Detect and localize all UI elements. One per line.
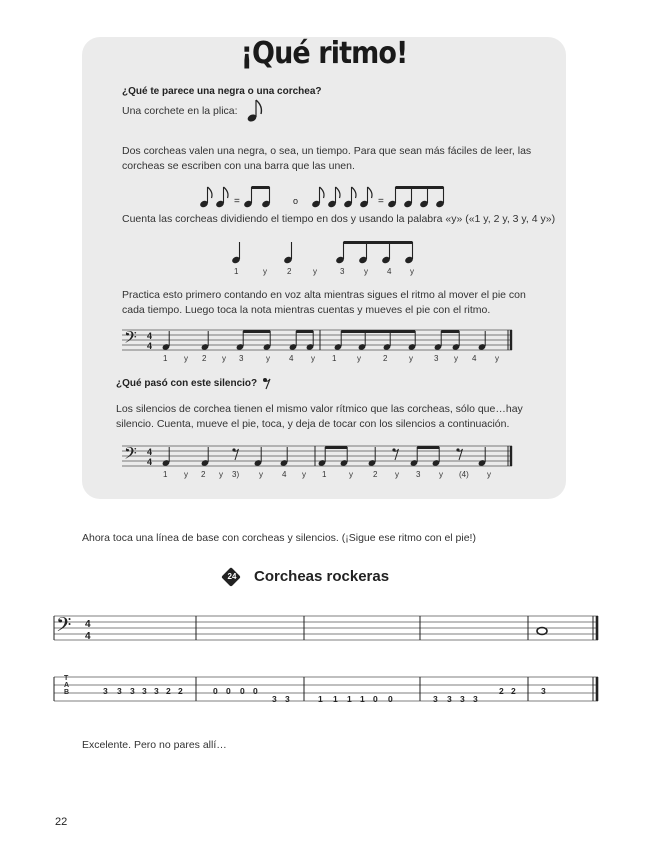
note-beam [441,330,459,333]
count-label: 2 [373,470,378,479]
staff-lines [122,446,512,466]
paragraph-3-line-2: cada tiempo. Luego toca la nota mientras cuentas y mueves el pie con el ritmo. [122,304,491,316]
exercise-title: Corcheas rockeras [254,568,390,585]
question-heading-2: ¿Qué pasó con este silencio? [116,378,258,389]
or-text: o [293,196,299,206]
count-label: 2 [201,470,206,479]
count-label: 4 [387,267,392,276]
tab-number: 1 [347,694,352,704]
bass-staff [54,608,600,648]
count-label: y [259,470,263,479]
tab-number: 3 [130,686,135,696]
bass-clef-icon: 𝄢 [124,443,137,467]
tab-number: 1 [318,694,323,704]
tab-number: 3 [541,686,546,696]
note-beam [325,446,347,449]
count-label: y [263,267,267,276]
eighth-note-icon [246,98,266,126]
paragraph-1-line-1: Dos corcheas valen una negra, o sea, un tiempo. Para que sean más fáciles de leer, las [122,145,532,157]
count-label: y [219,470,223,479]
outro-text: Excelente. Pero no pares allí… [82,739,227,751]
practice-staff-1 [122,326,516,356]
tab-number: 0 [240,686,245,696]
eighth-note-flag-text: Una corchete en la plica: [122,105,238,117]
paragraph-4-line-1: Los silencios de corchea tienen el mismo valor rítmico que las corcheas, sólo que…hay [116,403,523,415]
note-beam [296,330,313,333]
paragraph-4-line-2: silencio. Cuenta, mueve el pie, toca, y deja de tocar con los silencios a continuación. [116,418,510,430]
tab-number: 3 [473,694,478,704]
paragraph-2: Cuenta las corcheas dividiendo el tiempo en dos y usando la palabra «y» («1 y, 2 y, 3 y, 4 y») [122,213,556,225]
counting-example-notes [228,236,428,278]
count-label: y [410,267,414,276]
equals-sign-2: = [378,196,384,207]
tab-number: 3 [117,686,122,696]
time-signature-top: 4 [85,619,91,630]
count-label: 3 [340,267,345,276]
count-label: 3 [416,470,421,479]
intro-text: Ahora toca una línea de base con corcheas y silencios. (¡Sigue ese ritmo con el pie!) [82,532,476,544]
count-label: y [454,354,458,363]
note-beam [341,330,415,333]
practice-staff-2 [122,442,516,472]
tab-clef-letter: A [64,682,70,689]
tab-lines [54,677,598,701]
count-label: (4) [459,470,469,479]
tab-number: 3 [447,694,452,704]
bass-clef-icon: 𝄢 [124,327,137,351]
note-beam [243,330,270,333]
tab-number: 3 [272,694,277,704]
tab-number: 1 [333,694,338,704]
tab-number: 3 [103,686,108,696]
count-label: y [222,354,226,363]
count-label: y [302,470,306,479]
eighth-notes-equation [198,182,458,212]
eighth-rest-icon [262,376,272,390]
count-label: y [184,470,188,479]
count-label: y [313,267,317,276]
count-label: y [364,267,368,276]
count-label: 2 [202,354,207,363]
tab-number: 0 [373,694,378,704]
count-label: 1 [163,354,168,363]
tab-number: 0 [388,694,393,704]
staff-lines [54,616,598,640]
count-label: y [184,354,188,363]
paragraph-3-line-1: Practica esto primero contando en voz alta mientras sigues el ritmo al mover el pie con [122,289,526,301]
count-label: 1 [332,354,337,363]
count-label: y [395,470,399,479]
tab-number: 2 [511,686,516,696]
question-heading-1: ¿Qué te parece una negra o una corchea? [122,86,322,97]
time-signature-bottom: 4 [85,631,91,642]
count-label: 3 [434,354,439,363]
count-label: y [357,354,361,363]
tab-clef-letter: T [64,675,69,682]
count-label: y [311,354,315,363]
four-beamed-eighths [387,186,445,208]
count-label: y [487,470,491,479]
four-flagged-eighths [311,187,372,208]
page-number: 22 [55,816,68,828]
page-title: ¡Qué ritmo! [240,36,408,71]
count-label: 1 [234,267,239,276]
time-signature-bottom: 4 [147,341,153,351]
tab-number: 0 [226,686,231,696]
bass-clef-icon: 𝄢 [56,613,72,641]
tab-number: 1 [360,694,365,704]
count-label: 1 [322,470,327,479]
tab-staff [54,676,600,702]
tab-number: 0 [253,686,258,696]
paragraph-1-line-2: corcheas se escriben con una barra que las unen. [122,160,355,172]
tab-clef-letter: B [64,689,70,696]
tab-number: 3 [285,694,290,704]
equals-sign-1: = [234,196,240,207]
count-label: 4 [472,354,477,363]
count-label: y [439,470,443,479]
tab-number: 3 [433,694,438,704]
count-label: 1 [163,470,168,479]
tab-number: 0 [213,686,218,696]
tab-number: 3 [154,686,159,696]
count-label: y [495,354,499,363]
count-label: 4 [282,470,287,479]
track-number-badge[interactable] [222,568,242,588]
count-label: y [409,354,413,363]
time-signature-top: 4 [147,331,153,341]
tab-number: 2 [166,686,171,696]
track-number: 24 [227,572,237,581]
tab-number: 2 [178,686,183,696]
count-label: 2 [287,267,292,276]
count-label: y [266,354,270,363]
flagged-eighth-notes [199,187,228,208]
tab-number: 2 [499,686,504,696]
time-signature-bottom: 4 [147,457,153,467]
whole-note [537,628,547,635]
count-label: 4 [289,354,294,363]
tab-number: 3 [460,694,465,704]
count-label: 3) [232,470,240,479]
count-label: y [349,470,353,479]
beamed-eighth-notes [243,186,271,208]
count-label: 2 [383,354,388,363]
time-signature-top: 4 [147,447,153,457]
note-beam [417,446,439,449]
tab-number: 3 [142,686,147,696]
count-label: 3 [239,354,244,363]
